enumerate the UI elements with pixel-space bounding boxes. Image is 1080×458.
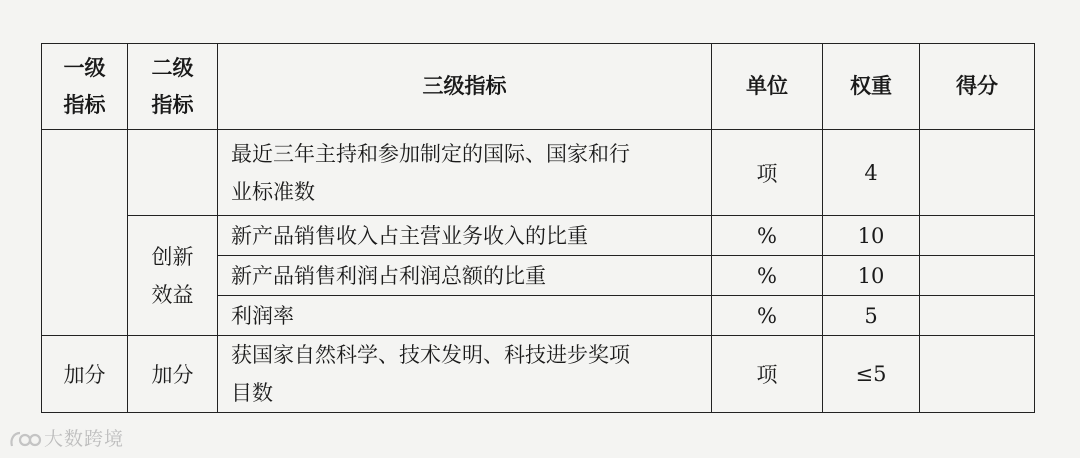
watermark-text: 大数跨境 [44,428,125,450]
cell-weight: 10 [823,216,920,256]
cell-level1: 加分 [42,336,128,413]
cell-score [920,296,1035,336]
cell-weight: 4 [823,130,920,216]
cell-unit: % [712,296,823,336]
header-score: 得分 [920,44,1035,130]
indicator-table [41,43,1035,413]
cell-score [920,130,1035,216]
cell-level3: 利润率 [218,296,712,336]
cell-level3: 最近三年主持和参加制定的国际、国家和行 业标准数 [218,130,712,216]
cell-weight: ≤5 [823,336,920,413]
cell-weight: 10 [823,256,920,296]
cell-level2-empty [128,130,218,216]
header-weight: 权重 [823,44,920,130]
cell-unit: 项 [712,336,823,413]
cell-score [920,336,1035,413]
cell-weight: 5 [823,296,920,336]
cell-level1-empty [42,130,128,336]
header-level2: 二级 指标 [128,44,218,130]
cell-score [920,216,1035,256]
cell-level3: 获国家自然科学、技术发明、科技进步奖项 目数 [218,336,712,413]
watermark [8,424,124,451]
cell-unit: % [712,256,823,296]
table-row [42,336,1035,413]
header-level3: 三级指标 [218,44,712,130]
cell-level2: 加分 [128,336,218,413]
cell-unit: % [712,216,823,256]
header-unit: 单位 [712,44,823,130]
brand-logo-icon [8,429,42,451]
table-row [42,130,1035,216]
cell-level2: 创新 效益 [128,216,218,336]
header-row [42,44,1035,130]
cell-unit: 项 [712,130,823,216]
header-level1: 一级 指标 [42,44,128,130]
cell-level3: 新产品销售利润占利润总额的比重 [218,256,712,296]
table-row [42,216,1035,256]
cell-score [920,256,1035,296]
cell-level3: 新产品销售收入占主营业务收入的比重 [218,216,712,256]
